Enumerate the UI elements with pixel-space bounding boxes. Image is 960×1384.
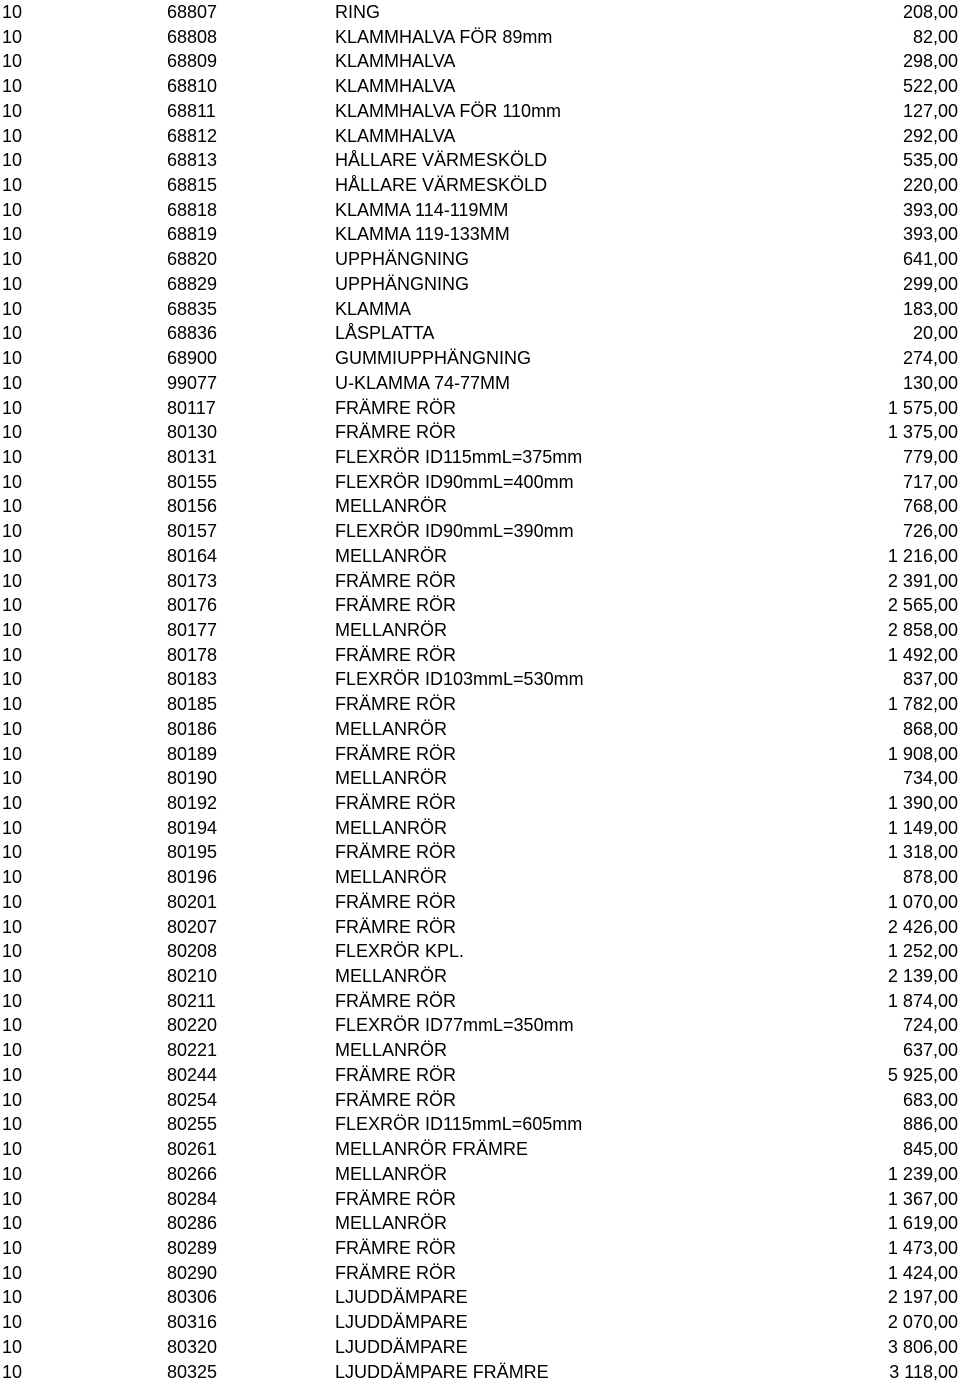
table-row [0,222,960,247]
article-number-cell: 80320 [167,1336,218,1357]
price-cell: 1 473,00 [887,1237,958,1258]
group-code-cell: 10 [2,966,23,987]
table-row [0,396,960,421]
article-number-cell: 80266 [167,1163,218,1184]
table-row [0,1261,960,1286]
article-number-cell: 80155 [167,471,218,492]
description-cell: FLEXRÖR ID77mmL=350mm [335,1015,574,1036]
article-number-cell: 68836 [167,323,218,344]
group-code-cell: 10 [2,224,23,245]
price-cell: 130,00 [902,372,958,393]
description-cell: RING [335,2,380,22]
group-code-cell: 10 [2,175,23,196]
table-row [0,766,960,791]
group-code-cell: 10 [2,1015,23,1036]
price-cell: 878,00 [902,867,958,888]
description-cell: FLEXRÖR ID90mmL=400mm [335,471,574,492]
price-cell: 82,00 [912,26,958,47]
description-cell: FLEXRÖR ID115mmL=605mm [335,1114,583,1135]
table-row [0,593,960,618]
article-number-cell: 80211 [167,990,216,1011]
description-cell: FRÄMRE RÖR [335,1064,456,1085]
article-number-cell: 80207 [167,916,218,937]
group-code-cell: 10 [2,446,23,467]
table-row [0,148,960,173]
group-code-cell: 10 [2,521,23,542]
table-row [0,1211,960,1236]
article-number-cell: 68809 [167,51,218,72]
table-row [0,49,960,74]
description-cell: GUMMIUPPHÄNGNING [335,348,532,369]
table-row [0,198,960,223]
price-cell: 1 375,00 [887,422,958,443]
article-number-cell: 80177 [167,619,218,640]
group-code-cell: 10 [2,471,23,492]
article-number-cell: 80289 [167,1237,218,1258]
table-row [0,840,960,865]
table-row [0,494,960,519]
price-cell: 1 216,00 [887,545,958,566]
article-number-cell: 80284 [167,1188,218,1209]
table-row [0,643,960,668]
table-row [0,915,960,940]
description-cell: LJUDDÄMPARE [335,1336,468,1357]
article-number-cell: 80190 [167,768,218,789]
article-number-cell: 68900 [167,348,218,369]
table-row [0,1013,960,1038]
article-number-cell: 80156 [167,496,218,517]
table-row [0,1285,960,1310]
group-code-cell: 10 [2,1139,23,1160]
article-number-cell: 80178 [167,644,218,665]
description-cell: KLAMMHALVA [335,76,456,97]
group-code-cell: 10 [2,1213,23,1234]
table-row [0,519,960,544]
description-cell: FLEXRÖR ID115mmL=375mm [335,446,583,467]
article-number-cell: 80194 [167,817,218,838]
group-code-cell: 10 [2,1114,23,1135]
price-cell: 20,00 [912,323,958,344]
price-cell: 393,00 [902,224,958,245]
article-number-cell: 80173 [167,570,218,591]
table-row [0,420,960,445]
price-cell: 724,00 [902,1015,958,1036]
price-cell: 1 874,00 [887,990,958,1011]
description-cell: KLAMMHALVA [335,51,456,72]
group-code-cell: 10 [2,1336,23,1357]
group-code-cell: 10 [2,1361,23,1382]
article-number-cell: 68820 [167,249,218,270]
description-cell: KLAMMHALVA FÖR 89mm [335,26,553,47]
article-number-cell: 68813 [167,150,218,171]
price-cell: 3 806,00 [887,1336,958,1357]
article-number-cell: 80254 [167,1089,218,1110]
price-cell: 1 492,00 [887,644,958,665]
price-cell: 298,00 [902,51,958,72]
price-cell: 683,00 [902,1089,958,1110]
description-cell: FRÄMRE RÖR [335,1089,456,1110]
price-cell: 1 367,00 [887,1188,958,1209]
description-cell: KLAMMHALVA FÖR 110mm [335,100,562,121]
article-number-cell: 68807 [167,2,218,22]
description-cell: MELLANRÖR [335,545,448,566]
article-number-cell: 80196 [167,867,218,888]
group-code-cell: 10 [2,125,23,146]
description-cell: FRÄMRE RÖR [335,422,456,443]
price-cell: 1 252,00 [887,941,958,962]
table-row [0,989,960,1014]
group-code-cell: 10 [2,1287,23,1308]
article-number-cell: 80117 [167,397,216,418]
price-cell: 641,00 [902,249,958,270]
table-row [0,717,960,742]
price-cell: 2 197,00 [887,1287,958,1308]
group-code-cell: 10 [2,644,23,665]
article-number-cell: 68815 [167,175,218,196]
price-cell: 1 575,00 [887,397,958,418]
description-cell: LÅSPLATTA [335,323,435,344]
description-cell: FRÄMRE RÖR [335,990,456,1011]
description-cell: FRÄMRE RÖR [335,743,456,764]
price-cell: 1 318,00 [887,842,958,863]
group-code-cell: 10 [2,496,23,517]
description-cell: MELLANRÖR [335,1213,448,1234]
price-cell: 1 908,00 [887,743,958,764]
table-row [0,25,960,50]
price-cell: 535,00 [902,150,958,171]
price-cell: 1 782,00 [887,694,958,715]
price-cell: 292,00 [902,125,958,146]
group-code-cell: 10 [2,990,23,1011]
table-row [0,1360,960,1384]
table-row [0,667,960,692]
group-code-cell: 10 [2,891,23,912]
article-number-cell: 68829 [167,273,218,294]
table-row [0,297,960,322]
price-cell: 726,00 [902,521,958,542]
price-cell: 183,00 [902,298,958,319]
description-cell: MELLANRÖR [335,718,448,739]
group-code-cell: 10 [2,1237,23,1258]
table-row [0,865,960,890]
table-row [0,321,960,346]
price-cell: 2 070,00 [887,1312,958,1333]
table-row [0,1137,960,1162]
price-cell: 522,00 [902,76,958,97]
table-row [0,569,960,594]
price-cell: 2 565,00 [887,595,958,616]
article-number-cell: 80244 [167,1064,218,1085]
group-code-cell: 10 [2,100,23,121]
table-row [0,272,960,297]
table-row [0,346,960,371]
description-cell: FRÄMRE RÖR [335,891,456,912]
group-code-cell: 10 [2,545,23,566]
group-code-cell: 10 [2,323,23,344]
price-cell: 299,00 [902,273,958,294]
table-row [0,544,960,569]
article-number-cell: 80195 [167,842,218,863]
description-cell: FRÄMRE RÖR [335,694,456,715]
group-code-cell: 10 [2,1064,23,1085]
group-code-cell: 10 [2,842,23,863]
table-row [0,173,960,198]
group-code-cell: 10 [2,298,23,319]
price-cell: 2 426,00 [887,916,958,937]
group-code-cell: 10 [2,817,23,838]
description-cell: FRÄMRE RÖR [335,1262,456,1283]
group-code-cell: 10 [2,348,23,369]
table-row [0,1335,960,1360]
article-number-cell: 80220 [167,1015,218,1036]
table-row [0,1162,960,1187]
article-number-cell: 80221 [167,1040,218,1061]
description-cell: MELLANRÖR FRÄMRE [335,1139,529,1160]
article-number-cell: 80192 [167,793,218,813]
description-cell: UPPHÄNGNING [335,273,470,294]
price-cell: 274,00 [902,348,958,369]
table-row [0,618,960,643]
description-cell: MELLANRÖR [335,496,448,517]
table-row [0,816,960,841]
table-row [0,939,960,964]
table-row [0,692,960,717]
description-cell: LJUDDÄMPARE [335,1312,468,1333]
price-cell: 393,00 [902,199,958,220]
group-code-cell: 10 [2,150,23,171]
description-cell: HÅLLARE VÄRMESKÖLD [335,175,548,196]
price-cell: 837,00 [902,669,958,690]
group-code-cell: 10 [2,941,23,962]
table-row [0,1187,960,1212]
price-cell: 127,00 [902,100,958,121]
description-cell: HÅLLARE VÄRMESKÖLD [335,150,548,171]
description-cell: MELLANRÖR [335,817,448,838]
table-row [0,445,960,470]
group-code-cell: 10 [2,1312,23,1333]
group-code-cell: 10 [2,1040,23,1061]
article-number-cell: 80210 [167,966,218,987]
group-code-cell: 10 [2,199,23,220]
price-cell: 779,00 [902,446,958,467]
table-row [0,74,960,99]
description-cell: FRÄMRE RÖR [335,644,456,665]
price-cell: 2 858,00 [887,619,958,640]
article-number-cell: 80306 [167,1287,218,1308]
article-number-cell: 80255 [167,1114,218,1135]
description-cell: FLEXRÖR KPL. [335,941,465,962]
article-number-cell: 80186 [167,718,218,739]
table-row [0,1088,960,1113]
group-code-cell: 10 [2,867,23,888]
description-cell: LJUDDÄMPARE [335,1287,468,1308]
price-cell: 2 139,00 [887,966,958,987]
price-cell: 220,00 [902,175,958,196]
description-cell: MELLANRÖR [335,619,448,640]
description-cell: LJUDDÄMPARE FRÄMRE [335,1361,549,1382]
price-cell: 1 424,00 [887,1262,958,1283]
table-row [0,742,960,767]
group-code-cell: 10 [2,669,23,690]
description-cell: UPPHÄNGNING [335,249,470,270]
table-row [0,964,960,989]
article-number-cell: 68819 [167,224,218,245]
article-number-cell: 80185 [167,694,218,715]
article-number-cell: 80131 [167,446,218,467]
group-code-cell: 10 [2,422,23,443]
article-number-cell: 80316 [167,1312,218,1333]
description-cell: MELLANRÖR [335,867,448,888]
price-cell: 1 149,00 [887,817,958,838]
article-number-cell: 68818 [167,199,218,220]
article-number-cell: 80189 [167,743,218,764]
article-number-cell: 80201 [167,891,218,912]
article-number-cell: 99077 [167,372,218,393]
table-row [0,470,960,495]
group-code-cell: 10 [2,718,23,739]
article-number-cell: 80208 [167,941,218,962]
description-cell: MELLANRÖR [335,768,448,789]
price-cell: 886,00 [902,1114,958,1135]
description-cell: MELLANRÖR [335,966,448,987]
description-cell: FRÄMRE RÖR [335,793,456,813]
price-cell: 717,00 [902,471,958,492]
article-number-cell: 80261 [167,1139,218,1160]
group-code-cell: 10 [2,76,23,97]
table-row [0,1112,960,1137]
price-cell: 208,00 [902,2,958,22]
article-number-cell: 68810 [167,76,218,97]
group-code-cell: 10 [2,273,23,294]
table-row [0,1310,960,1335]
price-cell: 1 619,00 [887,1213,958,1234]
description-cell: KLAMMA [335,298,412,319]
description-cell: KLAMMA 119-133MM [335,224,510,245]
description-cell: FRÄMRE RÖR [335,397,456,418]
article-number-cell: 80130 [167,422,218,443]
group-code-cell: 10 [2,249,23,270]
group-code-cell: 10 [2,1163,23,1184]
group-code-cell: 10 [2,916,23,937]
table-row [0,124,960,149]
description-cell: FRÄMRE RÖR [335,916,456,937]
article-number-cell: 80176 [167,595,218,616]
price-cell: 845,00 [902,1139,958,1160]
description-cell: FRÄMRE RÖR [335,570,456,591]
article-number-cell: 68812 [167,125,218,146]
description-cell: FRÄMRE RÖR [335,842,456,863]
group-code-cell: 10 [2,1089,23,1110]
group-code-cell: 10 [2,768,23,789]
description-cell: KLAMMHALVA [335,125,456,146]
description-cell: FLEXRÖR ID90mmL=390mm [335,521,574,542]
description-cell: FRÄMRE RÖR [335,1237,456,1258]
group-code-cell: 10 [2,2,23,22]
description-cell: KLAMMA 114-119MM [335,199,509,220]
article-number-cell: 80157 [167,521,218,542]
price-cell: 768,00 [902,496,958,517]
group-code-cell: 10 [2,51,23,72]
description-cell: U-KLAMMA 74-77MM [335,372,511,393]
group-code-cell: 10 [2,570,23,591]
group-code-cell: 10 [2,595,23,616]
article-number-cell: 80183 [167,669,218,690]
description-cell: FLEXRÖR ID103mmL=530mm [335,669,584,690]
group-code-cell: 10 [2,372,23,393]
table-row [0,1236,960,1261]
price-cell: 637,00 [902,1040,958,1061]
price-cell: 1 390,00 [887,793,958,813]
table-row [0,247,960,272]
table-row [0,1038,960,1063]
article-number-cell: 80286 [167,1213,218,1234]
article-number-cell: 68808 [167,26,218,47]
group-code-cell: 10 [2,694,23,715]
price-cell: 1 239,00 [887,1163,958,1184]
table-row [0,1063,960,1088]
table-row [0,0,960,25]
description-cell: MELLANRÖR [335,1040,448,1061]
table-row [0,890,960,915]
group-code-cell: 10 [2,26,23,47]
price-cell: 868,00 [902,718,958,739]
price-cell: 5 925,00 [887,1064,958,1085]
group-code-cell: 10 [2,743,23,764]
description-cell: MELLANRÖR [335,1163,448,1184]
table-row [0,791,960,816]
table-row [0,371,960,396]
article-number-cell: 68811 [167,100,216,121]
price-cell: 734,00 [902,768,958,789]
article-number-cell: 80325 [167,1361,218,1382]
group-code-cell: 10 [2,1262,23,1283]
description-cell: FRÄMRE RÖR [335,1188,456,1209]
price-cell: 2 391,00 [887,570,958,591]
article-number-cell: 68835 [167,298,218,319]
group-code-cell: 10 [2,397,23,418]
group-code-cell: 10 [2,619,23,640]
group-code-cell: 10 [2,793,23,813]
price-cell: 1 070,00 [887,891,958,912]
article-number-cell: 80290 [167,1262,218,1283]
description-cell: FRÄMRE RÖR [335,595,456,616]
group-code-cell: 10 [2,1188,23,1209]
article-number-cell: 80164 [167,545,218,566]
price-cell: 3 118,00 [889,1361,958,1382]
table-row [0,99,960,124]
